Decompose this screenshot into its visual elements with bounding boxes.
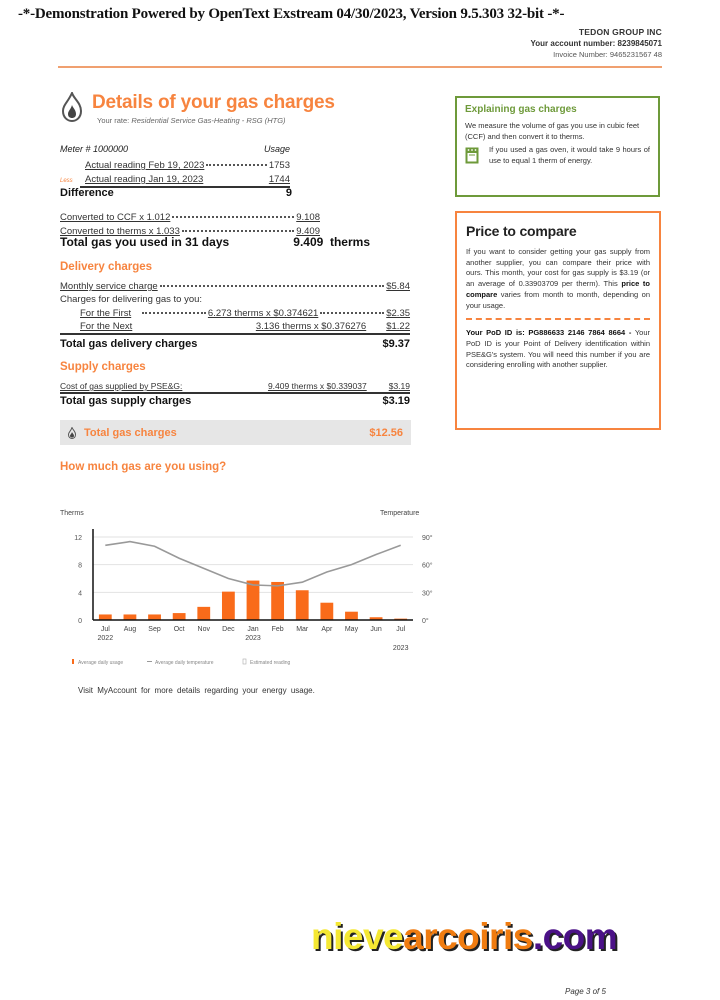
delivery-total-row: Total gas delivery charges $9.37 [60, 338, 410, 350]
svg-text:Jan: Jan [247, 626, 259, 633]
watermark: nievearcoiris.com [311, 916, 618, 957]
svg-text:60°: 60° [422, 562, 433, 570]
svg-text:90°: 90° [422, 535, 433, 542]
svg-text:Nov: Nov [197, 626, 210, 633]
invoice-number: Invoice Number: 9465231567 48 [553, 50, 662, 59]
svg-text:0: 0 [78, 618, 82, 625]
svg-text:2023: 2023 [392, 645, 409, 652]
usage-chart [60, 505, 450, 675]
sum-rule [60, 333, 410, 335]
reading-row: Actual reading Jan 19, 2023 1744 [85, 174, 290, 185]
svg-text:2022: 2022 [97, 635, 114, 642]
svg-text:Aug: Aug [123, 626, 137, 633]
page-number: Page 3 of 5 [565, 987, 606, 996]
less-label: Less [60, 178, 73, 184]
supply-total-row: Total gas supply charges $3.19 [60, 395, 410, 407]
svg-text:Sep: Sep [148, 626, 161, 633]
price-text: If you want to consider getting your gas supply from another supplier, you can compare their price with ours. This month, your cost for gas supply is $3.19 (or an average of 0.33903709 per therm). This price to compare varies from month to month, depending on your usage. [466, 247, 651, 310]
pod-text: Your PoD ID is: PG886633 2146 7864 8664 - Your PoD ID is your Point of Delivery identification within PSE&G's system. You will need this number if you are considering enrolling with another supplier. [466, 328, 650, 370]
svg-text:Temperature: Temperature [380, 510, 420, 517]
delivering-label: Charges for delivering gas to you: [60, 294, 203, 305]
sum-rule [60, 392, 410, 394]
company-name: TEDON GROUP INC [578, 27, 662, 37]
svg-text:30°: 30° [422, 590, 433, 598]
svg-text:12: 12 [74, 535, 82, 542]
svg-text:Dec: Dec [222, 626, 235, 633]
rate-info: Your rate: Residential Service Gas-Heating - RSG (HTG) [97, 116, 286, 125]
explain-heading: Explaining gas charges [465, 104, 577, 115]
visit-myaccount-text: Visit MyAccount for more details regarding your energy usage. [78, 686, 315, 695]
reading-row: Actual reading Feb 19, 2023 1753 [85, 160, 290, 171]
meter-header: Meter # 1000000 Usage [60, 144, 290, 154]
svg-text:Oct: Oct [173, 626, 185, 633]
svg-text:Jul: Jul [396, 626, 406, 633]
svg-text:Estimated reading: Estimated reading [250, 660, 291, 666]
difference-row: Difference 9 [60, 187, 292, 199]
total-used-row: Total gas you used in 31 days 9.409 therms [60, 235, 370, 249]
price-to-compare-box [455, 211, 661, 430]
explain-text: We measure the volume of gas you use in cubic feet (CCF) and then convert it to therms. [465, 121, 640, 141]
header-divider [58, 66, 662, 68]
svg-text:May: May [344, 626, 359, 633]
price-heading: Price to compare [466, 223, 577, 239]
gas-flame-icon [60, 92, 84, 122]
oven-text: If you used a gas oven, it would take 9 hours of use to equal 1 therm of energy. [489, 145, 650, 165]
svg-text:Average daily usage: Average daily usage [78, 660, 124, 666]
svg-text:2023: 2023 [245, 635, 261, 642]
conversion-row: Converted to CCF x 1.012 9.108 [60, 212, 320, 223]
svg-text:Mar: Mar [296, 626, 309, 633]
svg-text:4: 4 [78, 590, 82, 598]
dashed-divider [466, 318, 650, 320]
total-charges-label: Total gas charges [84, 426, 177, 439]
delivery-heading: Delivery charges [60, 261, 153, 273]
svg-text:Feb: Feb [271, 626, 284, 633]
svg-text:Therms: Therms [60, 510, 84, 517]
svg-text:Apr: Apr [321, 626, 333, 633]
demo-banner: -*-Demonstration Powered by OpenText Exstream 04/30/2023, Version 9.5.303 32-bit -*- [18, 6, 565, 22]
conversion-row: Converted to therms x 1.033 9.409 [60, 226, 320, 237]
svg-text:Average daily temperature: Average daily temperature [155, 660, 214, 666]
supply-cost-row: Cost of gas supplied by PSE&G: 9.409 therms x $0.339037 $3.19 [60, 381, 410, 391]
explaining-gas-charges-box [455, 96, 660, 197]
supply-heading: Supply charges [60, 361, 146, 373]
svg-text:0°: 0° [422, 618, 429, 625]
tier-row: For the First 6.273 therms x $0.374621 $2.35 [80, 308, 411, 319]
account-number: Your account number: 8239845071 [530, 39, 662, 48]
usage-chart-svg [60, 505, 450, 675]
gas-flame-icon [68, 427, 76, 439]
service-charge-row: Monthly service charge $5.84 [60, 281, 410, 292]
svg-text:8: 8 [78, 562, 82, 570]
tier-row: For the Next 3.136 therms x $0.376276 $1.22 [80, 321, 410, 332]
svg-text:Jun: Jun [370, 626, 382, 633]
page-title: Details of your gas charges [92, 92, 335, 113]
total-charges-value: $12.56 [369, 426, 403, 439]
gas-oven-icon [465, 147, 479, 164]
usage-heading: How much gas are you using? [60, 461, 227, 473]
total-charges-bar [60, 420, 411, 445]
account-header [531, 27, 662, 60]
svg-text:Jul: Jul [100, 626, 110, 633]
